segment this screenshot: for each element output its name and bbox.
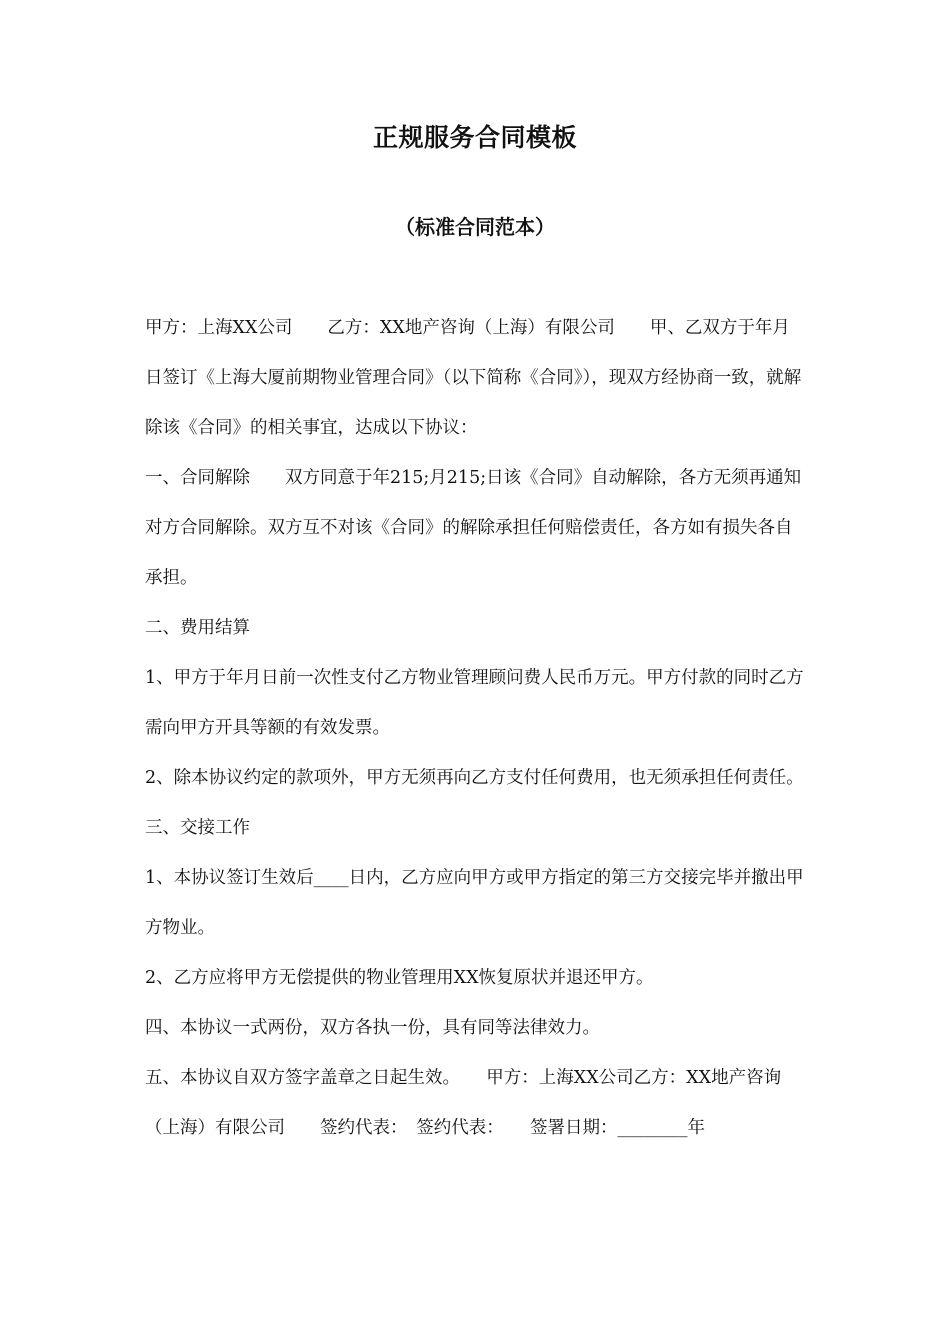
document-body bbox=[145, 303, 807, 1153]
paragraph-settlement-1: 1、甲方于年月日前一次性支付乙方物业管理顾问费人民币万元。甲方付款的同时乙方需向甲方开具等额的有效发票。 bbox=[145, 668, 804, 738]
paragraph-parties: 甲方：上海XX公司 乙方：XX地产咨询（上海）有限公司 甲、乙双方于年月日签订《上海大厦前期物业管理合同》（以下简称《合同》），现双方经协商一致，就解除该《合同》的相关事宜，达成以下协议： bbox=[145, 318, 802, 438]
paragraph-termination: 一、合同解除 双方同意于年215;月215;日该《合同》自动解除，各方无须再通知对方合同解除。双方互不对该《合同》的解除承担任何赔偿责任，各方如有损失各自承担。 bbox=[145, 468, 802, 588]
paragraph-effective-signatures: 五、本协议自双方签字盖章之日起生效。 甲方：上海XX公司乙方：XX地产咨询（上海）有限公司 签约代表： 签约代表： 签署日期：________年 bbox=[145, 1068, 782, 1138]
heading-settlement: 二、费用结算 bbox=[145, 618, 250, 638]
document-title: 正规服务合同模板 bbox=[372, 123, 577, 152]
paragraph-handover-2: 2、乙方应将甲方无偿提供的物业管理用XX恢复原状并退还甲方。 bbox=[145, 968, 654, 988]
paragraph-settlement-2: 2、除本协议约定的款项外，甲方无须再向乙方支付任何费用，也无须承担任何责任。 bbox=[145, 768, 804, 788]
paragraph-copies: 四、本协议一式两份，双方各执一份，具有同等法律效力。 bbox=[145, 1018, 600, 1038]
document-subtitle: （标准合同范本） bbox=[395, 215, 555, 239]
heading-handover: 三、交接工作 bbox=[145, 818, 250, 838]
paragraph-handover-1: 1、本协议签订生效后____日内，乙方应向甲方或甲方指定的第三方交接完毕并撤出甲方物业。 bbox=[145, 868, 804, 938]
